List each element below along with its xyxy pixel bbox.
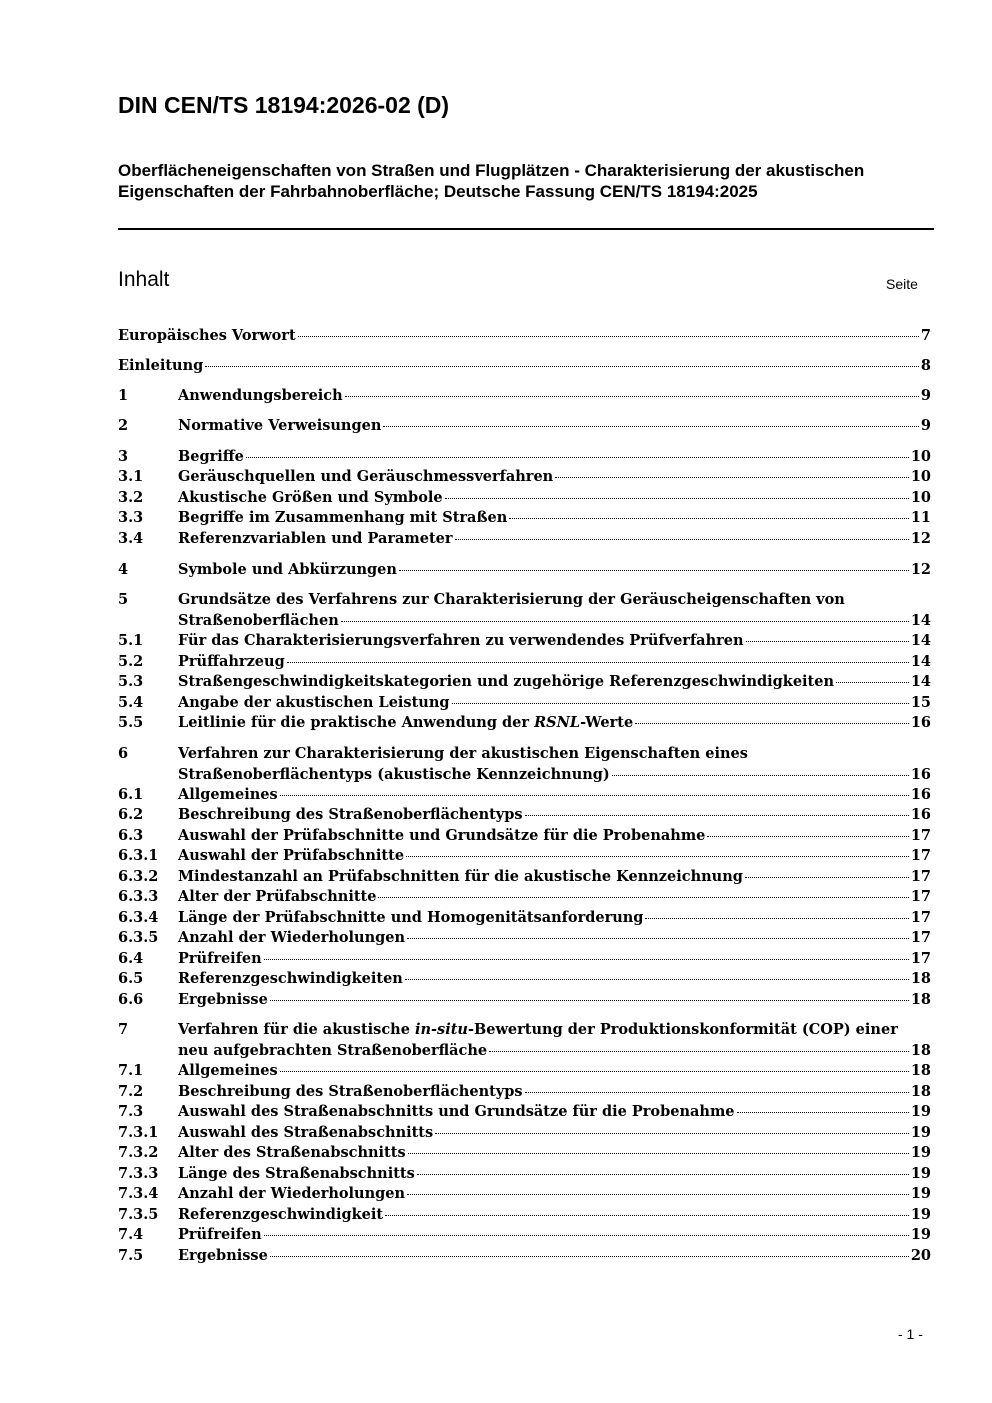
toc-dot-leader — [383, 426, 919, 427]
toc-entry-title-continued: Straßenoberflächen — [178, 611, 339, 629]
toc-dot-leader — [612, 775, 909, 776]
document-subtitle: Oberflächeneigenschaften von Straßen und Flugplätzen - Charakterisierung der akustischen Eigenschaften der Fahrbahnoberfläche; Deutsche Fassung CEN/TS 18194:2025 — [118, 161, 865, 201]
toc-entry[interactable] — [118, 990, 931, 1011]
toc-entry-title: Mindestanzahl an Prüfabschnitten für die akustische Kennzeichnung — [178, 868, 743, 885]
toc-entry-title: Anzahl der Wiederholungen — [178, 1185, 406, 1202]
toc-entry-page: 14 — [910, 611, 931, 629]
toc-entry-page: 9 — [920, 387, 931, 404]
toc-entry-number: 7.2 — [118, 1083, 144, 1100]
toc-heading: Inhalt — [118, 268, 170, 291]
toc-dot-leader — [417, 1174, 909, 1175]
toc-dot-leader — [270, 1000, 909, 1001]
toc-dot-leader — [707, 836, 908, 837]
toc-entry-number: 6.1 — [118, 786, 144, 803]
toc-entry-page: 18 — [910, 1062, 931, 1079]
toc-entry-title: Auswahl der Prüfabschnitte und Grundsätze für die Probenahme — [178, 827, 706, 844]
toc-dot-leader — [509, 518, 909, 519]
toc-entry[interactable] — [118, 1184, 931, 1205]
toc-entry-page: 8 — [920, 357, 931, 374]
toc-entry[interactable] — [118, 1246, 931, 1267]
toc-entry-number: 3.2 — [118, 489, 144, 506]
toc-entry-title: Beschreibung des Straßenoberflächentyps — [178, 806, 523, 823]
toc-entry-number: 6.2 — [118, 806, 144, 823]
toc-entry-number: 6.3.4 — [118, 909, 159, 926]
toc-dot-leader — [737, 1112, 909, 1113]
toc-entry-number: 7 — [118, 1021, 129, 1038]
toc-entry[interactable] — [118, 1205, 931, 1226]
toc-entry-number: 3.1 — [118, 468, 144, 485]
toc-entry-page: 9 — [920, 417, 931, 434]
toc-entry-number: 6.5 — [118, 970, 144, 987]
toc-entry-page: 7 — [920, 327, 931, 344]
toc-entry-title: Prüfreifen — [178, 950, 262, 967]
toc-entry-number: 3.4 — [118, 530, 144, 547]
title-divider — [118, 228, 934, 230]
toc-entry[interactable] — [118, 631, 931, 652]
toc-entry-page: 16 — [910, 786, 931, 803]
toc-entry-title-continued: Straßenoberflächentyps (akustische Kennzeichnung) — [178, 765, 610, 783]
toc-entry-title: Prüfreifen — [178, 1226, 262, 1243]
toc-entry[interactable] — [118, 887, 931, 908]
toc-dot-leader — [246, 457, 909, 458]
toc-entry[interactable] — [118, 846, 931, 867]
toc-entry-page: 10 — [910, 448, 931, 465]
toc-dot-leader — [399, 570, 909, 571]
toc-entry-title: Auswahl des Straßenabschnitts — [178, 1124, 434, 1141]
toc-dot-leader — [280, 795, 909, 796]
toc-dot-leader — [746, 641, 909, 642]
toc-entry[interactable] — [118, 508, 931, 529]
toc-entry-title: Länge der Prüfabschnitte und Homogenitätsanforderung — [178, 909, 644, 926]
toc-dot-leader — [378, 897, 908, 898]
toc-entry[interactable] — [118, 1061, 931, 1082]
toc-entry-number: 7.4 — [118, 1226, 144, 1243]
toc-entry-title: Akustische Größen und Symbole — [178, 489, 443, 506]
toc-entry-number: 7.3.1 — [118, 1124, 159, 1141]
toc-entry-page: 18 — [910, 1083, 931, 1100]
toc-dot-leader — [407, 938, 909, 939]
toc-entry[interactable] — [118, 416, 931, 437]
toc-entry-number: 6.3 — [118, 827, 144, 844]
toc-entry-page: 14 — [910, 673, 931, 690]
toc-entry-number: 2 — [118, 417, 129, 434]
toc-entry-page: 19 — [910, 1124, 931, 1141]
toc-entry-page: 18 — [910, 970, 931, 987]
toc-entry-page: 20 — [910, 1247, 931, 1264]
toc-entry[interactable] — [118, 488, 931, 509]
toc-entry[interactable] — [118, 744, 931, 785]
toc-dot-leader — [525, 815, 909, 816]
toc-entry-title: Auswahl des Straßenabschnitts und Grundsätze für die Probenahme — [178, 1103, 735, 1120]
toc-dot-leader — [489, 1051, 909, 1052]
toc-entry-page: 19 — [910, 1103, 931, 1120]
toc-entry[interactable] — [118, 693, 931, 714]
toc-dot-leader — [205, 366, 919, 367]
toc-entry-title: Beschreibung des Straßenoberflächentyps — [178, 1083, 523, 1100]
toc-entry[interactable] — [118, 447, 931, 468]
toc-entry-title: Auswahl der Prüfabschnitte — [178, 847, 405, 864]
toc-entry-number: 5.1 — [118, 632, 144, 649]
toc-entry-page: 14 — [910, 653, 931, 670]
toc-entry-page: 19 — [910, 1144, 931, 1161]
toc-entry-number: 6.3.1 — [118, 847, 159, 864]
toc-entry-page: 11 — [910, 509, 931, 526]
toc-entry[interactable] — [118, 590, 931, 631]
toc-entry[interactable] — [118, 826, 931, 847]
toc-dot-leader — [280, 1071, 909, 1072]
toc-entry[interactable] — [118, 805, 931, 826]
toc-entry-title: Begriffe — [178, 448, 244, 465]
toc-entry-title: Straßengeschwindigkeitskategorien und zugehörige Referenzgeschwindigkeiten — [178, 673, 835, 690]
toc-entry-page: 17 — [910, 929, 931, 946]
toc-dot-leader — [405, 979, 909, 980]
toc-entry-number: 7.3.3 — [118, 1165, 159, 1182]
toc-dot-leader — [452, 703, 909, 704]
toc-page-column-heading: Seite — [886, 276, 918, 292]
toc-entry-page: 15 — [910, 694, 931, 711]
toc-entry-title: Für das Charakterisierungsverfahren zu verwendendes Prüfverfahren — [178, 632, 744, 649]
toc-dot-leader — [645, 918, 908, 919]
toc-entry[interactable] — [118, 1225, 931, 1246]
toc-entry[interactable] — [118, 969, 931, 990]
toc-dot-leader — [836, 682, 909, 683]
toc-entry[interactable] — [118, 1102, 931, 1123]
toc-dot-leader — [455, 539, 909, 540]
toc-entry-number: 5.5 — [118, 714, 144, 731]
toc-dot-leader — [435, 1133, 909, 1134]
toc-dot-leader — [407, 1194, 909, 1195]
toc-dot-leader — [264, 959, 909, 960]
toc-entry-number: 6.3.2 — [118, 868, 159, 885]
toc-entry-title: Referenzvariablen und Parameter — [178, 530, 453, 547]
toc-dot-leader — [287, 662, 909, 663]
toc-dot-leader — [385, 1215, 909, 1216]
toc-entry-title: Allgemeines — [178, 786, 278, 803]
toc-entry[interactable] — [118, 949, 931, 970]
toc-entry-title: Alter des Straßenabschnitts — [178, 1144, 406, 1161]
toc-entry-number: 5.2 — [118, 653, 144, 670]
toc-entry-number: 7.3 — [118, 1103, 144, 1120]
toc-entry[interactable] — [118, 467, 931, 488]
toc-entry-title: Referenzgeschwindigkeiten — [178, 970, 403, 987]
toc-entry-title: Leitlinie für die praktische Anwendung der RSNL-Werte — [178, 714, 634, 731]
toc-entry-page: 17 — [910, 827, 931, 844]
toc-entry-page: 14 — [910, 632, 931, 649]
toc-entry-title: Ergebnisse — [178, 1247, 268, 1264]
toc-entry[interactable] — [118, 908, 931, 929]
toc-entry-number: 3 — [118, 448, 129, 465]
document-title: DIN CEN/TS 18194:2026-02 (D) — [118, 92, 450, 118]
toc-entry-page: 10 — [910, 489, 931, 506]
toc-entry-number: 6.6 — [118, 991, 144, 1008]
toc-entry[interactable] — [118, 672, 931, 693]
toc-dot-leader — [264, 1235, 909, 1236]
toc-entry-page: 19 — [910, 1165, 931, 1182]
toc-entry[interactable] — [118, 652, 931, 673]
toc-entry-title: Europäisches Vorwort — [118, 327, 296, 344]
toc-entry-number: 1 — [118, 387, 129, 404]
toc-entry-page: 19 — [910, 1185, 931, 1202]
toc-entry-title: Ergebnisse — [178, 991, 268, 1008]
toc-dot-leader — [745, 877, 909, 878]
toc-dot-leader — [270, 1256, 909, 1257]
toc-entry-page: 19 — [910, 1226, 931, 1243]
toc-entry-page: 19 — [910, 1206, 931, 1223]
toc-entry-number: 7.1 — [118, 1062, 144, 1079]
toc-entry-title: Anzahl der Wiederholungen — [178, 929, 406, 946]
toc-entry[interactable] — [118, 1123, 931, 1144]
toc-entry-title: Grundsätze des Verfahrens zur Charakterisierung der Geräuscheigenschaften von — [178, 591, 845, 608]
toc-entry-number: 6 — [118, 745, 129, 762]
toc-dot-leader — [445, 498, 909, 499]
toc-entry-page: 17 — [910, 847, 931, 864]
toc-dot-leader — [555, 477, 909, 478]
toc-entry-number: 6.3.3 — [118, 888, 159, 905]
toc-dot-leader — [345, 396, 919, 397]
toc-entry-number: 6.4 — [118, 950, 144, 967]
toc-entry-number: 5 — [118, 591, 129, 608]
footer-page-number: - 1 - — [898, 1326, 923, 1342]
toc-entry-number: 5.3 — [118, 673, 144, 690]
toc-entry-number: 7.3.2 — [118, 1144, 159, 1161]
toc-dot-leader — [635, 723, 909, 724]
toc-entry-title: Verfahren für die akustische in-situ-Bewertung der Produktionskonformität (COP) einer — [178, 1021, 898, 1038]
toc-entry[interactable] — [118, 560, 931, 581]
toc-entry-page: 16 — [910, 806, 931, 823]
toc-entry-title: Normative Verweisungen — [178, 417, 382, 434]
toc-entry-page: 12 — [910, 530, 931, 547]
toc-entry[interactable] — [118, 1020, 931, 1061]
toc-entry-page: 17 — [910, 909, 931, 926]
toc-entry-page: 18 — [910, 1041, 931, 1059]
toc-entry-number: 7.3.4 — [118, 1185, 159, 1202]
toc-dot-leader — [525, 1092, 909, 1093]
toc-dot-leader — [408, 1153, 909, 1154]
toc-entry-number: 7.5 — [118, 1247, 144, 1264]
toc-entry[interactable] — [118, 1143, 931, 1164]
toc-entry-title: Allgemeines — [178, 1062, 278, 1079]
toc-entry-page: 17 — [910, 950, 931, 967]
toc-entry[interactable] — [118, 785, 931, 806]
toc-entry-number: 3.3 — [118, 509, 144, 526]
toc-entry-title: Länge des Straßenabschnitts — [178, 1165, 415, 1182]
toc-entry-number: 5.4 — [118, 694, 144, 711]
toc-entry-title: Referenzgeschwindigkeit — [178, 1206, 384, 1223]
toc-entry-title: Angabe der akustischen Leistung — [178, 694, 450, 711]
toc-dot-leader — [406, 856, 909, 857]
toc-entry-title: Begriffe im Zusammenhang mit Straßen — [178, 509, 508, 526]
toc-entry-page: 16 — [910, 765, 931, 783]
toc-entry-number: 7.3.5 — [118, 1206, 159, 1223]
toc-entry-title: Geräuschquellen und Geräuschmessverfahren — [178, 468, 554, 485]
toc-entry-title: Anwendungsbereich — [178, 387, 343, 404]
toc-entry-title: Symbole und Abkürzungen — [178, 561, 397, 578]
toc-dot-leader — [298, 336, 919, 337]
toc-dot-leader — [341, 621, 909, 622]
toc-entry-number: 6.3.5 — [118, 929, 159, 946]
toc-entry[interactable] — [118, 713, 931, 734]
toc-entry-title: Prüffahrzeug — [178, 653, 285, 670]
toc-entry-page: 16 — [910, 714, 931, 731]
toc-entry[interactable] — [118, 1164, 931, 1185]
toc-entry-page: 17 — [910, 868, 931, 885]
toc-entry[interactable] — [118, 386, 931, 407]
toc-entry-page: 17 — [910, 888, 931, 905]
toc-entry-page: 12 — [910, 561, 931, 578]
toc-entry-title: Einleitung — [118, 357, 204, 374]
toc-entry-page: 10 — [910, 468, 931, 485]
toc-entry-title-continued: neu aufgebrachten Straßenoberfläche — [178, 1041, 488, 1059]
toc-entry[interactable] — [118, 1082, 931, 1103]
toc-entry-title: Verfahren zur Charakterisierung der akustischen Eigenschaften eines — [178, 745, 748, 762]
toc-entry[interactable] — [118, 529, 931, 550]
toc-entry-number: 4 — [118, 561, 129, 578]
toc-entry-title: Alter der Prüfabschnitte — [178, 888, 377, 905]
toc-entry[interactable] — [118, 356, 931, 377]
toc-entry[interactable] — [118, 326, 931, 347]
toc-entry[interactable] — [118, 867, 931, 888]
toc-entry-page: 18 — [910, 991, 931, 1008]
toc-entry[interactable] — [118, 928, 931, 949]
